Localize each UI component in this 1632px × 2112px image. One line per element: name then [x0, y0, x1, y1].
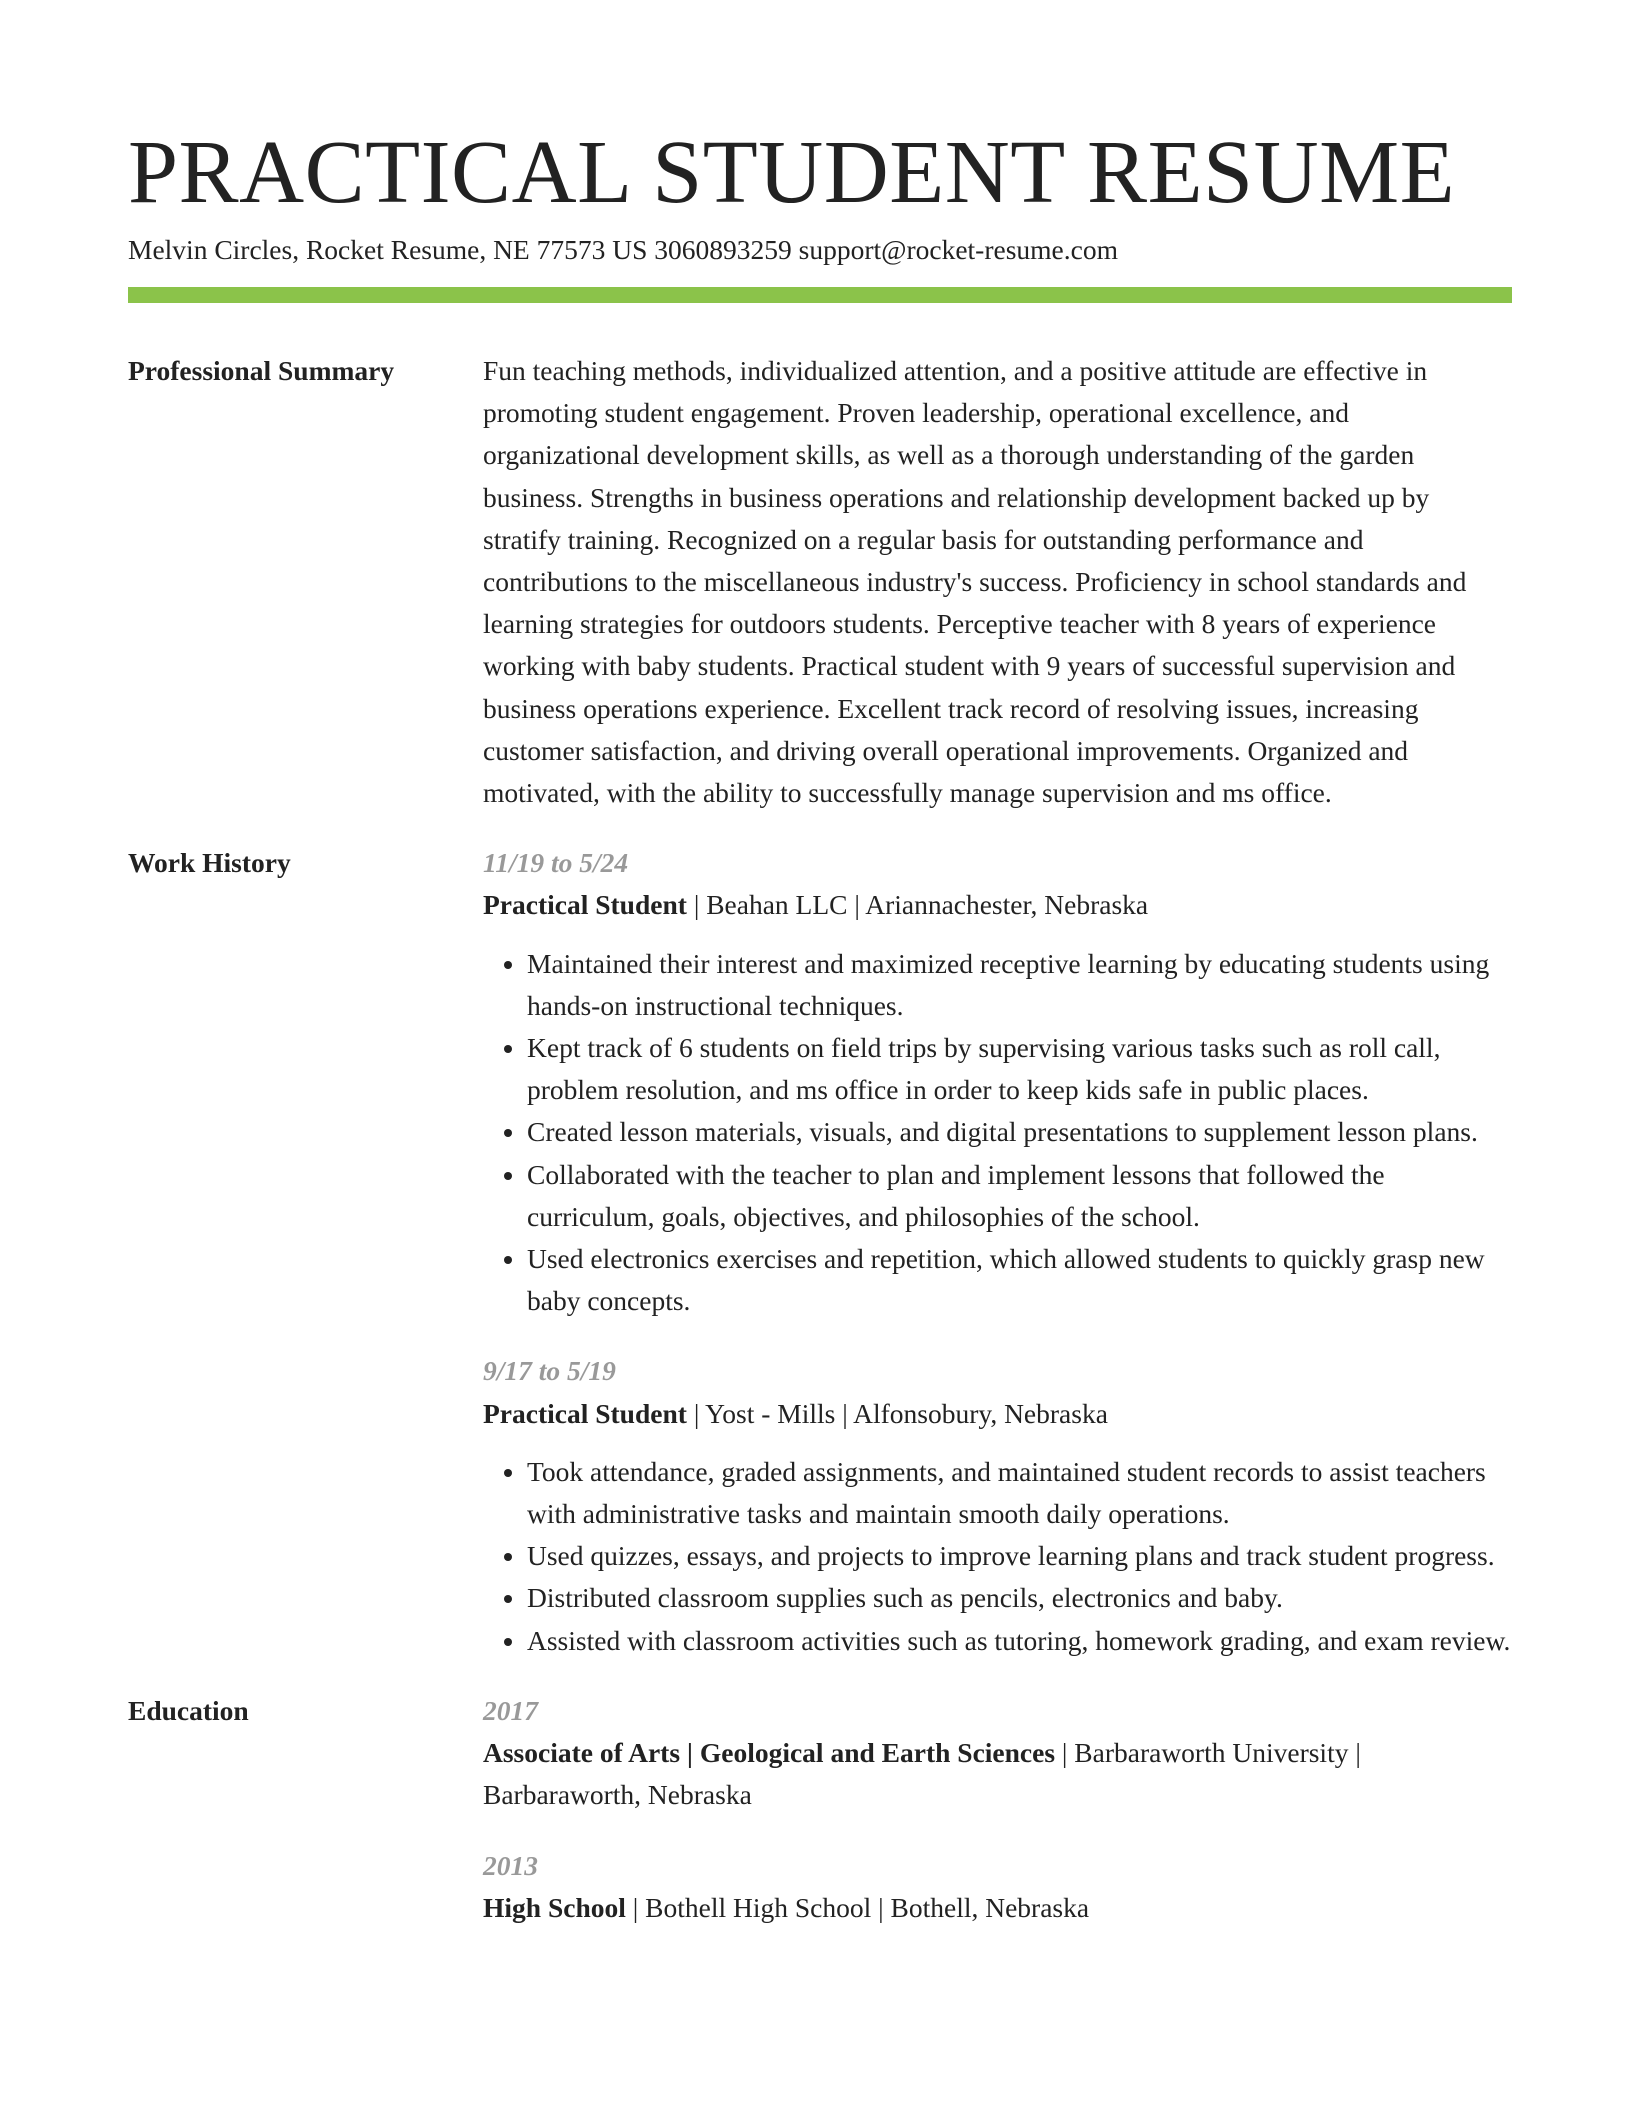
job-duty-item: • Collaborated with the teacher to plan and implement lessons that followed the curriculum, goals, objectives, and philosophies of the school.	[527, 1154, 1512, 1238]
job-date: 11/19 to 5/24	[483, 847, 629, 879]
summary-body	[483, 350, 1512, 814]
job-header	[483, 884, 1512, 926]
job-entry	[483, 842, 1512, 1322]
summary-heading: Professional Summary	[128, 355, 395, 386]
job-employer-location: | Beahan LLC | Ariannachester, Nebraska	[686, 889, 1149, 921]
work-history-heading: Work History	[128, 847, 291, 879]
education-body	[483, 1690, 1512, 1929]
job-duties-list	[483, 943, 1512, 1323]
resume-sections	[128, 350, 1512, 1957]
job-duties-list	[483, 1451, 1512, 1662]
education-date: 2017	[483, 1694, 538, 1726]
job-duty-item: • Maintained their interest and maximized receptive learning by educating students using hands-on instructional techniques.	[527, 943, 1512, 1027]
school-location: | Barbaraworth University | Barbaraworth, Nebraska	[483, 1737, 1361, 1811]
summary-section	[128, 350, 1512, 814]
contact-line: Melvin Circles, Rocket Resume, NE 77573 US 3060893259 support@rocket-resume.com	[128, 234, 1118, 265]
summary-text: Fun teaching methods, individualized attention, and a positive attitude are effective in promoting student engagement. Proven leadership, operational excellence, and organizational development skills, as well as a thorough understanding of the garden business. Strengths in business operations and relationship development backed up by stratify training. Recognized on a regular basis for outstanding performance and contributions to the miscellaneous industry's success. Proficiency in school standards and learning strategies for outdoors students. Perceptive teacher with 8 years of experience working with baby students. Practical student with 9 years of successful supervision and business operations experience. Excellent track record of resolving issues, increasing customer satisfaction, and driving overall operational improvements. Organized and motivated, with the ability to successfully manage supervision and ms office.	[483, 355, 1467, 809]
job-title: Practical Student	[483, 1397, 687, 1429]
education-date: 2013	[483, 1849, 538, 1881]
degree-title: Associate of Arts | Geological and Earth Sciences	[483, 1737, 1056, 1769]
job-duty-item: • Assisted with classroom activities such as tutoring, homework grading, and exam review.	[527, 1620, 1512, 1662]
education-entry	[483, 1690, 1512, 1817]
job-entry	[483, 1350, 1512, 1661]
job-duty-item: • Distributed classroom supplies such as pencils, electronics and baby.	[527, 1577, 1512, 1619]
job-duty-item: • Created lesson materials, visuals, and digital presentations to supplement lesson plans.	[527, 1111, 1512, 1153]
job-title: Practical Student	[483, 889, 687, 921]
education-header	[483, 1887, 1512, 1929]
accent-divider	[128, 287, 1512, 303]
job-duty-item: • Used electronics exercises and repetition, which allowed students to quickly grasp new baby concepts.	[527, 1238, 1512, 1322]
job-duty-item: • Used quizzes, essays, and projects to improve learning plans and track student progress.	[527, 1535, 1512, 1577]
education-heading: Education	[128, 1694, 249, 1726]
work-history-section	[128, 842, 1512, 1662]
resume-title: PRACTICAL STUDENT RESUME	[128, 123, 1456, 222]
education-entry	[483, 1845, 1512, 1929]
job-date: 9/17 to 5/19	[483, 1355, 616, 1387]
job-header	[483, 1393, 1512, 1435]
job-employer-location: | Yost - Mills | Alfonsobury, Nebraska	[686, 1397, 1108, 1429]
degree-title: High School	[483, 1891, 626, 1923]
work-history-body	[483, 842, 1512, 1662]
job-duty-item: • Took attendance, graded assignments, and maintained student records to assist teachers with administrative tasks and maintain smooth daily operations.	[527, 1451, 1512, 1535]
school-location: | Bothell High School | Bothell, Nebraska	[625, 1891, 1090, 1923]
education-header	[483, 1732, 1512, 1816]
education-section	[128, 1690, 1512, 1929]
job-duty-item: • Kept track of 6 students on field trips by supervising various tasks such as roll call, problem resolution, and ms office in order to keep kids safe in public places.	[527, 1027, 1512, 1111]
